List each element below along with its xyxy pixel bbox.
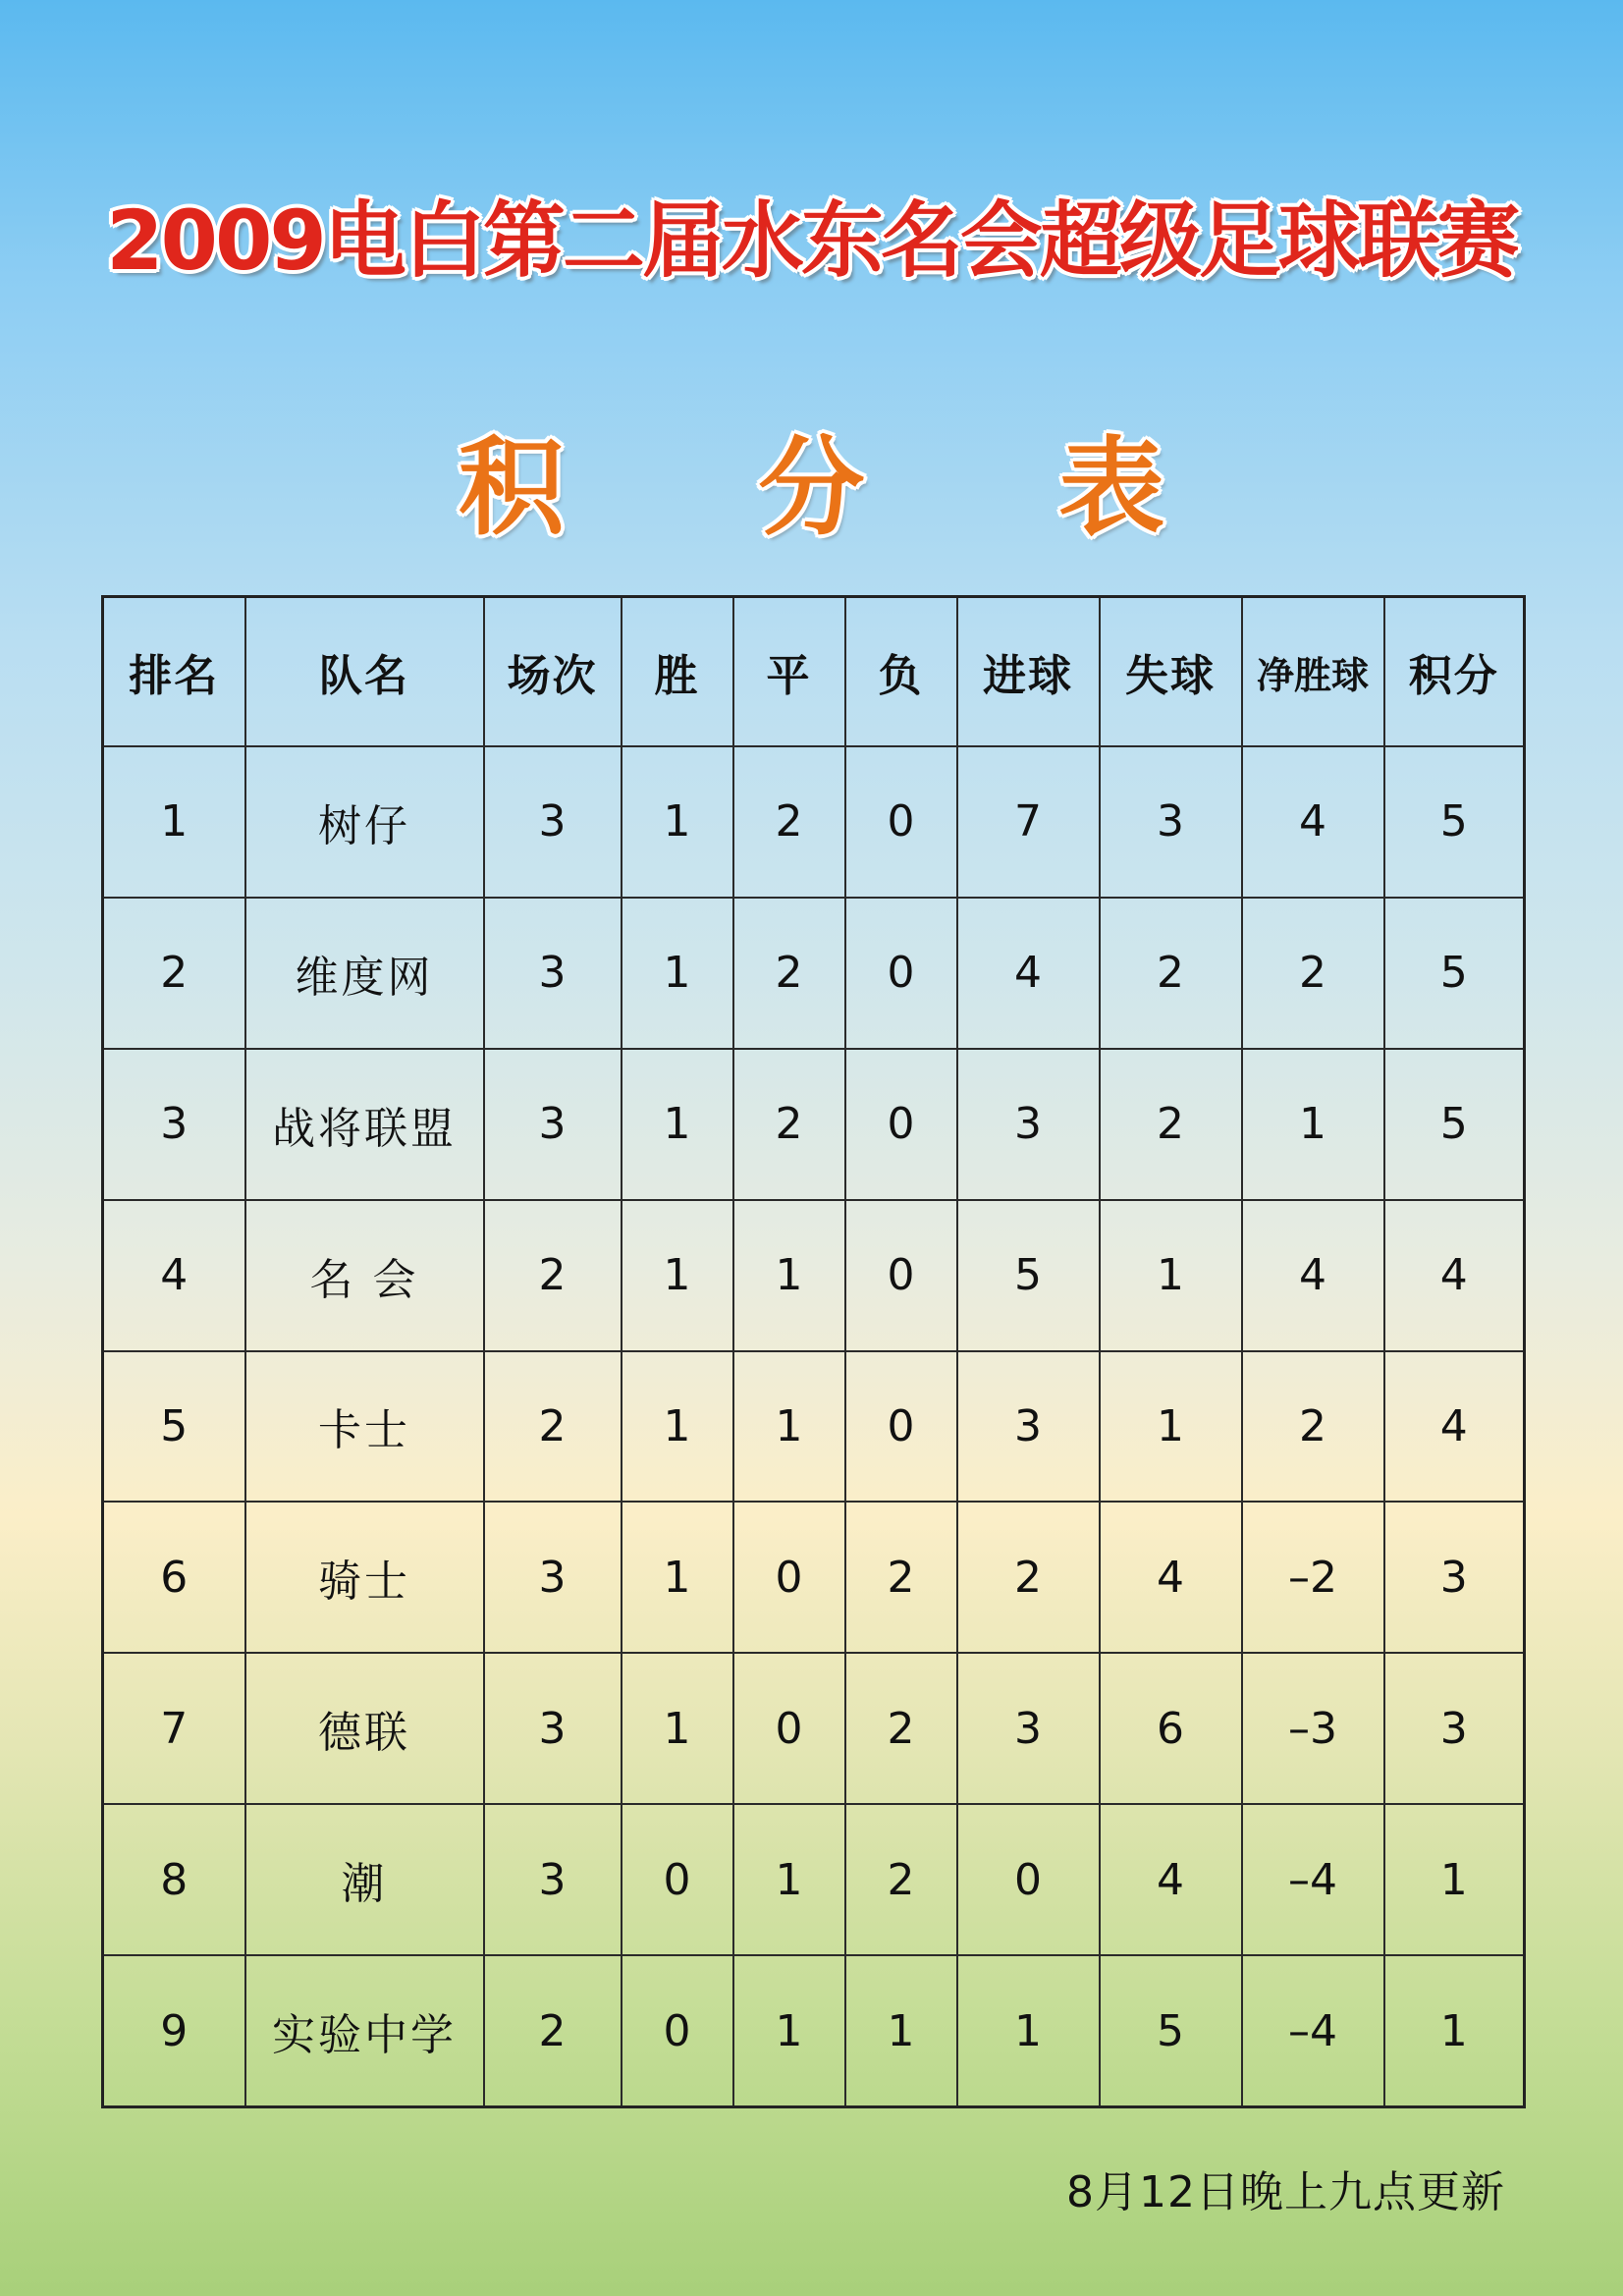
cell-points: 4 xyxy=(1384,1200,1525,1351)
cell-rank: 7 xyxy=(103,1653,245,1804)
cell-drawn: 1 xyxy=(733,1200,845,1351)
cell-drawn: 0 xyxy=(733,1502,845,1653)
cell-lost: 0 xyxy=(845,1351,957,1503)
column-header-team: 队名 xyxy=(245,597,484,747)
cell-drawn: 1 xyxy=(733,1804,845,1955)
cell-points: 1 xyxy=(1384,1955,1525,2107)
cell-rank: 2 xyxy=(103,898,245,1049)
cell-points: 5 xyxy=(1384,1049,1525,1200)
cell-drawn: 1 xyxy=(733,1351,845,1503)
cell-goals-against: 3 xyxy=(1100,746,1242,898)
table-row xyxy=(103,898,1525,1049)
cell-rank: 1 xyxy=(103,746,245,898)
cell-goals-for: 7 xyxy=(957,746,1100,898)
cell-goals-against: 4 xyxy=(1100,1502,1242,1653)
cell-team: 树仔 xyxy=(245,746,484,898)
cell-goals-against: 1 xyxy=(1100,1200,1242,1351)
cell-team: 名 会 xyxy=(245,1200,484,1351)
cell-goals-for: 3 xyxy=(957,1049,1100,1200)
table-row xyxy=(103,1049,1525,1200)
cell-played: 3 xyxy=(484,898,622,1049)
page-subtitle: 积 分 表 xyxy=(458,426,1244,550)
cell-goal-difference: 2 xyxy=(1242,898,1384,1049)
cell-won: 1 xyxy=(622,1200,733,1351)
cell-won: 1 xyxy=(622,1502,733,1653)
cell-goal-difference: –4 xyxy=(1242,1955,1384,2107)
cell-played: 2 xyxy=(484,1200,622,1351)
column-header-played: 场次 xyxy=(484,597,622,747)
cell-team: 潮 xyxy=(245,1804,484,1955)
column-header-goal-difference: 净胜球 xyxy=(1242,597,1384,747)
cell-goals-for: 5 xyxy=(957,1200,1100,1351)
cell-lost: 2 xyxy=(845,1502,957,1653)
cell-goal-difference: 1 xyxy=(1242,1049,1384,1200)
standings-table xyxy=(101,595,1526,2108)
cell-points: 4 xyxy=(1384,1351,1525,1503)
cell-rank: 9 xyxy=(103,1955,245,2107)
table-row xyxy=(103,746,1525,898)
cell-played: 2 xyxy=(484,1351,622,1503)
cell-goals-for: 3 xyxy=(957,1351,1100,1503)
cell-rank: 5 xyxy=(103,1351,245,1503)
table-row xyxy=(103,1804,1525,1955)
cell-goals-for: 3 xyxy=(957,1653,1100,1804)
cell-rank: 6 xyxy=(103,1502,245,1653)
cell-drawn: 1 xyxy=(733,1955,845,2107)
cell-team: 卡士 xyxy=(245,1351,484,1503)
column-header-rank: 排名 xyxy=(103,597,245,747)
cell-goals-against: 2 xyxy=(1100,1049,1242,1200)
column-header-goals-for: 进球 xyxy=(957,597,1100,747)
cell-goal-difference: 2 xyxy=(1242,1351,1384,1503)
cell-goals-for: 1 xyxy=(957,1955,1100,2107)
cell-rank: 8 xyxy=(103,1804,245,1955)
column-header-goals-against: 失球 xyxy=(1100,597,1242,747)
table-row xyxy=(103,1955,1525,2107)
cell-played: 3 xyxy=(484,1804,622,1955)
table-row xyxy=(103,1502,1525,1653)
page-title: 2009电白第二届水东名会超级足球联赛 xyxy=(106,192,1517,289)
table-header-row xyxy=(103,597,1525,747)
cell-team: 维度网 xyxy=(245,898,484,1049)
update-note: 8月12日晚上九点更新 xyxy=(1066,2167,1505,2217)
cell-team: 战将联盟 xyxy=(245,1049,484,1200)
cell-goal-difference: –3 xyxy=(1242,1653,1384,1804)
cell-goals-against: 4 xyxy=(1100,1804,1242,1955)
cell-goal-difference: 4 xyxy=(1242,1200,1384,1351)
cell-rank: 3 xyxy=(103,1049,245,1200)
table-row xyxy=(103,1351,1525,1503)
cell-points: 5 xyxy=(1384,898,1525,1049)
table-row xyxy=(103,1653,1525,1804)
cell-goals-against: 1 xyxy=(1100,1351,1242,1503)
cell-goals-against: 2 xyxy=(1100,898,1242,1049)
cell-won: 1 xyxy=(622,1049,733,1200)
cell-drawn: 2 xyxy=(733,1049,845,1200)
cell-points: 3 xyxy=(1384,1502,1525,1653)
cell-lost: 0 xyxy=(845,746,957,898)
cell-won: 1 xyxy=(622,1653,733,1804)
cell-won: 1 xyxy=(622,1351,733,1503)
cell-points: 5 xyxy=(1384,746,1525,898)
column-header-drawn: 平 xyxy=(733,597,845,747)
cell-drawn: 0 xyxy=(733,1653,845,1804)
cell-drawn: 2 xyxy=(733,746,845,898)
cell-won: 0 xyxy=(622,1804,733,1955)
cell-goals-for: 2 xyxy=(957,1502,1100,1653)
cell-played: 3 xyxy=(484,1653,622,1804)
cell-team: 实验中学 xyxy=(245,1955,484,2107)
cell-drawn: 2 xyxy=(733,898,845,1049)
cell-goals-for: 4 xyxy=(957,898,1100,1049)
cell-points: 3 xyxy=(1384,1653,1525,1804)
column-header-lost: 负 xyxy=(845,597,957,747)
cell-goals-for: 0 xyxy=(957,1804,1100,1955)
cell-played: 3 xyxy=(484,746,622,898)
table-body xyxy=(103,746,1525,2107)
cell-lost: 0 xyxy=(845,1200,957,1351)
table-row xyxy=(103,1200,1525,1351)
cell-goal-difference: –4 xyxy=(1242,1804,1384,1955)
cell-goal-difference: –2 xyxy=(1242,1502,1384,1653)
cell-lost: 2 xyxy=(845,1653,957,1804)
cell-lost: 0 xyxy=(845,898,957,1049)
cell-goals-against: 6 xyxy=(1100,1653,1242,1804)
cell-won: 0 xyxy=(622,1955,733,2107)
cell-goal-difference: 4 xyxy=(1242,746,1384,898)
cell-played: 3 xyxy=(484,1049,622,1200)
cell-won: 1 xyxy=(622,746,733,898)
cell-goals-against: 5 xyxy=(1100,1955,1242,2107)
cell-played: 3 xyxy=(484,1502,622,1653)
cell-lost: 2 xyxy=(845,1804,957,1955)
cell-team: 骑士 xyxy=(245,1502,484,1653)
cell-played: 2 xyxy=(484,1955,622,2107)
cell-rank: 4 xyxy=(103,1200,245,1351)
cell-won: 1 xyxy=(622,898,733,1049)
column-header-points: 积分 xyxy=(1384,597,1525,747)
column-header-won: 胜 xyxy=(622,597,733,747)
cell-points: 1 xyxy=(1384,1804,1525,1955)
cell-lost: 0 xyxy=(845,1049,957,1200)
cell-lost: 1 xyxy=(845,1955,957,2107)
cell-team: 德联 xyxy=(245,1653,484,1804)
